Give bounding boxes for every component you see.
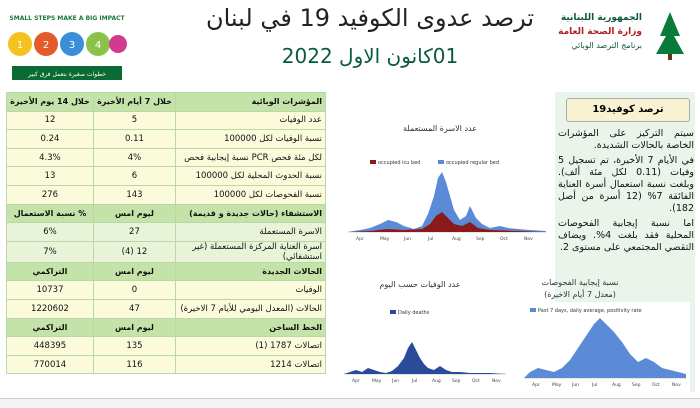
svg-text:occupied regular bed: occupied regular bed <box>446 160 500 166</box>
svg-text:Aug: Aug <box>432 379 441 384</box>
svg-text:Jul: Jul <box>428 237 434 242</box>
table-row: لكل مئة فحص PCR نسبة إيجابية فحص 4% 4.3% <box>7 148 326 167</box>
svg-text:Daily deaths: Daily deaths <box>398 310 430 316</box>
svg-text:Nov: Nov <box>524 237 533 242</box>
svg-text:May: May <box>380 237 390 242</box>
summary-p2: في الأيام 7 الأخيرة، تم تسجيل 5 وفيات (0.11 لكل مئة ألف). وبلغت نسبة استعمال أسرة العناية الفائقة 7% (12 أسرة من أصل 182). <box>558 155 694 214</box>
campaign-logo <box>4 6 130 86</box>
deaths-chart <box>330 292 510 388</box>
header <box>0 0 700 88</box>
svg-text:3: 3 <box>68 40 76 51</box>
svg-text:Apr: Apr <box>532 383 540 388</box>
svg-text:1: 1 <box>16 40 24 51</box>
svg-text:Nov: Nov <box>672 383 681 388</box>
table-row: الحالات (المعدل اليومي للأيام 7 الاخيرة) 47 1220602 <box>7 299 326 318</box>
summary-text <box>558 128 694 257</box>
svg-text:SMALL STEPS MAKE A BIG IMPACT: SMALL STEPS MAKE A BIG IMPACT <box>9 15 125 22</box>
svg-text:Apr: Apr <box>356 237 364 242</box>
svg-text:Jul: Jul <box>592 383 598 388</box>
table-header: المؤشرات الوبائية خلال 7 أيام الأخيرة خلال 14 يوم الأخيرة <box>7 93 326 112</box>
table-row: اسرة العناية المركزة المستعملة (غير استشفائي) 12 (4) 7% <box>7 241 326 262</box>
svg-text:4: 4 <box>94 40 102 51</box>
svg-text:Jul: Jul <box>412 379 418 384</box>
summary-p1: سيتم التركيز على المؤشرات الخاصة بالحالات الشديدة. <box>558 128 694 151</box>
svg-text:وزارة الصحة العامة: وزارة الصحة العامة <box>558 27 642 37</box>
svg-text:Jun: Jun <box>572 383 580 388</box>
svg-text:Oct: Oct <box>500 237 508 242</box>
svg-text:Sep: Sep <box>632 383 641 388</box>
svg-text:الجمهورية اللبنانية: الجمهورية اللبنانية <box>560 13 642 23</box>
footer-strip <box>0 398 700 408</box>
table-header: الاستشفاء (حالات جديدة و قديمة) ليوم امس % نسبة الاستعمال <box>7 204 326 223</box>
deaths-chart-title: عدد الوفيات حسب اليوم <box>379 280 461 289</box>
positivity-chart <box>510 302 690 392</box>
svg-text:Sep: Sep <box>452 379 461 384</box>
svg-text:2: 2 <box>42 40 50 51</box>
positivity-chart-subtitle: (معدل 7 أيام الاخيرة) <box>544 290 616 299</box>
covid-tag: ترصد كوفيد19 <box>566 98 690 122</box>
table-row: اتصالات 1787 (1) 135 448395 <box>7 337 326 356</box>
svg-text:occupied icu bed: occupied icu bed <box>378 160 421 166</box>
table-header: الحالات الجديدة ليوم امس التراكمي <box>7 262 326 281</box>
svg-text:Past 7 days, daily average, po: Past 7 days, daily average, positivity rate <box>538 308 642 314</box>
svg-text:May: May <box>372 379 382 384</box>
table-row: نسبة الحدوث المحلية لكل 100000 6 13 <box>7 167 326 186</box>
svg-text:May: May <box>552 383 562 388</box>
svg-text:خطوات صغيرة بتعمل فرق كبير: خطوات صغيرة بتعمل فرق كبير <box>28 71 106 78</box>
svg-text:Jun: Jun <box>404 237 412 242</box>
table-row: نسبة الفحوصات لكل 100000 143 276 <box>7 185 326 204</box>
table-row: عدد الوفيات 5 12 <box>7 111 326 130</box>
svg-text:Aug: Aug <box>452 237 461 242</box>
svg-text:Apr: Apr <box>352 379 360 384</box>
summary-p3: اما نسبة إيجابية الفحوصات المحلية فقد بلغت 4%. ويضاف التقصي المجتمعي على مستوى 2. <box>558 218 694 253</box>
beds-chart-title: عدد الاسرة المستعملة <box>403 124 477 133</box>
table-header: الخط الساخن ليوم امس التراكمي <box>7 318 326 337</box>
positivity-chart-title: نسبة إيجابية الفحوصات <box>541 278 619 287</box>
table-row: اتصالات 1214 116 770014 <box>7 355 326 374</box>
svg-text:Jun: Jun <box>392 379 400 384</box>
svg-text:Nov: Nov <box>492 379 501 384</box>
svg-text:Sep: Sep <box>476 237 485 242</box>
svg-text:Oct: Oct <box>652 383 660 388</box>
indicators-table <box>6 92 326 374</box>
svg-text:برنامج الترصد الوبائي: برنامج الترصد الوبائي <box>571 41 642 50</box>
beds-chart <box>330 136 550 248</box>
table-row: الوفيات 0 10737 <box>7 281 326 300</box>
table-row: نسبة الوفيات لكل 100000 0.11 0.24 <box>7 130 326 149</box>
ministry-logo <box>548 6 698 62</box>
svg-text:Oct: Oct <box>472 379 480 384</box>
table-row: الاسرة المستعملة 27 6% <box>7 223 326 242</box>
report-date: 01كانون الاول 2022 <box>281 44 459 68</box>
page-title: ترصد عدوى الكوفيد 19 في لبنان <box>205 4 535 32</box>
svg-text:Aug: Aug <box>612 383 621 388</box>
